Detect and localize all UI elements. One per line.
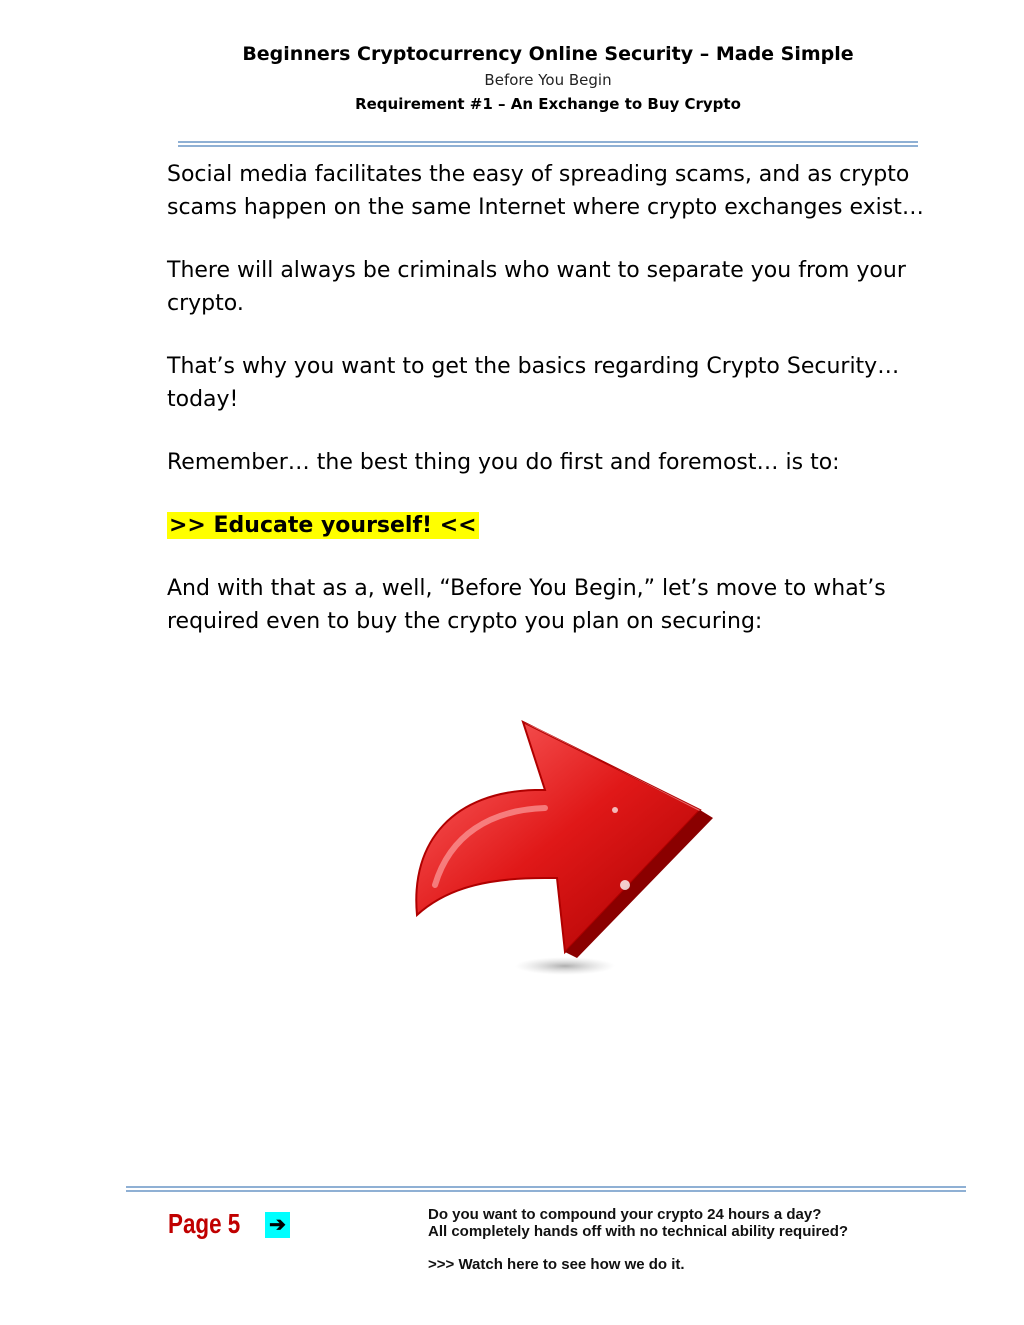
document-title: Beginners Cryptocurrency Online Security – Made Simple	[242, 43, 854, 65]
footer-promo	[428, 1206, 928, 1273]
educate-highlight: >> Educate yourself! <<	[169, 513, 477, 538]
curved-arrow-right-icon	[395, 710, 735, 990]
promo-line-1: Do you want to compound your crypto 24 hours a day?	[428, 1206, 822, 1223]
watch-link[interactable]: >>> Watch here to see how we do it.	[428, 1256, 685, 1273]
paragraph-scams: Social media facilitates the easy of spreading scams, and as crypto scams happen on the same Internet where crypto exchanges exist…	[167, 162, 924, 220]
paragraph-criminals: There will always be criminals who want to separate you from your crypto.	[167, 258, 906, 316]
page-number: Page 5	[168, 1208, 241, 1239]
page-header	[0, 40, 1024, 116]
arrow-right-icon[interactable]: ➔	[265, 1212, 290, 1238]
section-subtitle: Before You Begin	[484, 71, 612, 89]
highlight-callout	[167, 509, 927, 542]
requirement-heading: Requirement #1 – An Exchange to Buy Crypto	[355, 95, 741, 113]
header-divider	[178, 141, 918, 147]
paragraph-basics: That’s why you want to get the basics regarding Crypto Security… today!	[167, 354, 900, 412]
paragraph-before-you-begin: And with that as a, well, “Before You Begin,” let’s move to what’s required even to buy the crypto you plan on securing:	[167, 576, 886, 634]
main-content	[167, 158, 927, 668]
footer-divider	[126, 1186, 966, 1192]
paragraph-remember: Remember… the best thing you do first and foremost… is to:	[167, 450, 840, 475]
promo-line-2: All completely hands off with no technical ability required?	[428, 1223, 849, 1240]
